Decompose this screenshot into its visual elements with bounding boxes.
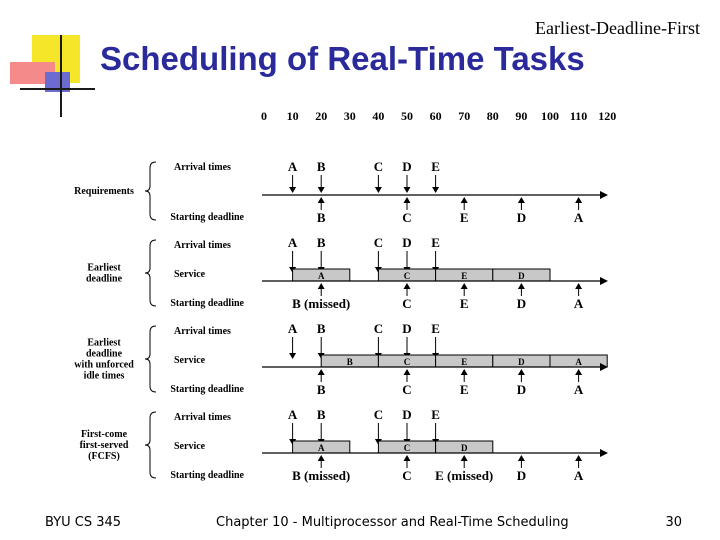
footer-course: BYU CS 345 <box>45 515 122 530</box>
group-1-arrival-D: D <box>402 235 412 250</box>
tick-label-90: 90 <box>515 109 528 123</box>
group-2-name-line-0: Earliest <box>87 337 121 349</box>
group-2-label-arrival: Arrival times <box>174 326 231 337</box>
group-1-deadline-E: E <box>459 296 469 311</box>
group-3-name-line-2: (FCFS) <box>88 451 120 462</box>
group-0-label-arrival: Arrival times <box>174 162 231 173</box>
group-1-axis-arrowhead <box>600 277 608 285</box>
tick-label-110: 110 <box>569 109 588 123</box>
footer-page-number: 30 <box>665 515 682 530</box>
group-0-arrival-C: C <box>373 159 384 174</box>
group-3-label-arrival: Arrival times <box>174 412 231 423</box>
group-0-arrival-A: A <box>287 159 298 174</box>
group-3-deadline-arrow-C-head <box>404 455 411 461</box>
group-3-deadline-arrow-D-head <box>518 455 525 461</box>
tick-label-50: 50 <box>401 109 413 123</box>
group-1-arrival-A: A <box>287 235 298 250</box>
group-2-deadline-E: E <box>459 382 469 397</box>
group-3-service-label-D: D <box>460 443 468 453</box>
group-3-arrival-D: D <box>402 407 412 422</box>
group-2-deadline-arrow-B-head <box>318 369 325 375</box>
group-1-label-arrival: Arrival times <box>174 240 231 251</box>
tick-label-80: 80 <box>486 109 499 123</box>
group-3-name-line-0: First-come <box>80 429 128 440</box>
group-0-axis-arrowhead <box>600 191 608 199</box>
group-1-brace <box>145 240 156 306</box>
group-2-name-line-3: idle times <box>83 370 125 382</box>
group-2-brace <box>145 326 156 392</box>
group-2-service-label-A: A <box>575 357 582 367</box>
group-2-deadline-A: A <box>573 382 584 397</box>
group-0-deadline-arrow-B-head <box>318 197 325 203</box>
group-2-service-label-C: C <box>403 357 411 367</box>
group-3-deadline-arrow-A-head <box>575 455 582 461</box>
group-2-deadline-B: B <box>316 382 326 397</box>
group-0-brace <box>145 162 156 220</box>
slide-subtitle: Earliest-Deadline-First <box>535 18 700 38</box>
group-2-arrival-C: C <box>373 321 384 336</box>
group-3-deadline-A: A <box>573 468 584 483</box>
group-0-deadline-arrow-C-head <box>404 197 411 203</box>
tick-label-40: 40 <box>372 109 385 123</box>
group-2-arrival-D: D <box>402 321 412 336</box>
group-2-deadline-arrow-C-head <box>404 369 411 375</box>
tick-label-30: 30 <box>343 109 356 123</box>
group-1-deadline-C: C <box>402 296 412 311</box>
group-3-axis-arrowhead <box>600 449 608 457</box>
group-2-service-label-D: D <box>518 357 525 367</box>
group-3-deadline-arrow-E-head <box>461 455 468 461</box>
group-2-arrival-arrow-A-head <box>289 353 296 359</box>
group-2-name-line-2: with unforced <box>74 359 134 371</box>
group-1-deadline-arrow-A-head <box>575 283 582 289</box>
group-3-deadline-arrow-B-head <box>318 455 325 461</box>
group-3-label-service: Service <box>174 441 206 452</box>
group-1-service-label-C: C <box>403 271 411 281</box>
group-3-name-line-1: first-served <box>79 440 129 451</box>
group-3-deadline-D: D <box>516 468 527 483</box>
tick-label-70: 70 <box>458 109 471 123</box>
group-2-deadline-arrow-E-head <box>461 369 468 375</box>
group-3-deadline-E: E (missed) <box>435 468 494 483</box>
group-2-arrival-E: E <box>431 321 440 336</box>
group-3-arrival-A: A <box>287 407 298 422</box>
group-0-deadline-D: D <box>516 210 527 225</box>
group-1-deadline-arrow-E-head <box>461 283 468 289</box>
group-0-deadline-arrow-E-head <box>461 197 468 203</box>
slide-title: Scheduling of Real-Time Tasks <box>100 40 585 77</box>
footer-chapter: Chapter 10 - Multiprocessor and Real-Time Scheduling <box>216 515 569 530</box>
group-3-arrival-C: C <box>373 407 384 422</box>
group-0-label-deadline: Starting deadline <box>170 212 244 223</box>
tick-label-100: 100 <box>541 109 559 123</box>
group-0-name-line-0: Requirements <box>74 186 134 197</box>
group-1-arrival-C: C <box>373 235 384 250</box>
group-3-service-label-A: A <box>317 443 325 453</box>
group-2-arrival-A: A <box>287 321 298 336</box>
group-3-brace <box>145 412 156 478</box>
group-2-deadline-D: D <box>516 382 527 397</box>
group-0-arrival-E: E <box>431 159 440 174</box>
group-1-name-line-1: deadline <box>85 273 123 285</box>
group-1-deadline-arrow-B-head <box>318 283 325 289</box>
group-0-deadline-arrow-A-head <box>575 197 582 203</box>
group-0-deadline-B: B <box>316 210 326 225</box>
group-2-name-line-1: deadline <box>85 348 123 360</box>
group-1-deadline-arrow-D-head <box>518 283 525 289</box>
group-2-deadline-arrow-A-head <box>575 369 582 375</box>
group-0-deadline-E: E <box>459 210 469 225</box>
group-2-deadline-C: C <box>402 382 412 397</box>
group-0-deadline-C: C <box>402 210 412 225</box>
tick-label-0: 0 <box>261 109 267 123</box>
group-1-label-deadline: Starting deadline <box>170 298 244 309</box>
tick-label-60: 60 <box>429 109 442 123</box>
group-1-deadline-arrow-C-head <box>404 283 411 289</box>
group-0-arrival-D: D <box>402 159 412 174</box>
tick-label-120: 120 <box>598 109 617 123</box>
group-0-arrival-arrow-B-head <box>318 187 325 193</box>
group-0-arrival-B: B <box>316 159 326 174</box>
group-3-deadline-B: B (missed) <box>292 468 351 483</box>
group-2-service-label-E: E <box>461 357 468 367</box>
group-3-label-deadline: Starting deadline <box>170 470 244 481</box>
group-2-deadline-arrow-D-head <box>518 369 525 375</box>
tick-label-20: 20 <box>315 109 328 123</box>
group-3-arrival-B: B <box>316 407 326 422</box>
group-3-service-label-C: C <box>403 443 411 453</box>
group-3-deadline-C: C <box>402 468 412 483</box>
group-1-service-label-D: D <box>518 271 525 281</box>
group-1-service-label-E: E <box>461 271 468 281</box>
group-2-label-service: Service <box>174 355 206 366</box>
group-0-arrival-arrow-C-head <box>375 187 382 193</box>
group-0-arrival-arrow-E-head <box>432 187 439 193</box>
group-1-name-line-0: Earliest <box>87 262 121 274</box>
group-0-deadline-A: A <box>573 210 584 225</box>
group-1-label-service: Service <box>174 269 206 280</box>
group-0-arrival-arrow-D-head <box>404 187 411 193</box>
group-1-deadline-A: A <box>573 296 584 311</box>
group-2-service-label-B: B <box>346 357 353 367</box>
group-1-deadline-D: D <box>516 296 527 311</box>
group-0-arrival-arrow-A-head <box>289 187 296 193</box>
group-1-arrival-E: E <box>431 235 440 250</box>
group-3-arrival-E: E <box>431 407 440 422</box>
group-1-deadline-B: B (missed) <box>292 296 351 311</box>
group-2-label-deadline: Starting deadline <box>170 384 244 395</box>
group-1-arrival-B: B <box>316 235 326 250</box>
group-2-arrival-B: B <box>316 321 326 336</box>
tick-label-10: 10 <box>286 109 299 123</box>
group-1-service-label-A: A <box>317 271 325 281</box>
group-0-deadline-arrow-D-head <box>518 197 525 203</box>
